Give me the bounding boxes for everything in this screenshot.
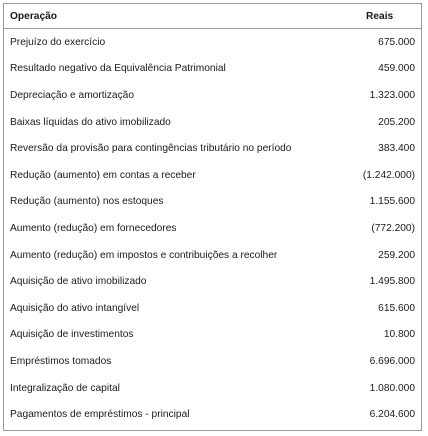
value-cell: 1.155.600 [369, 196, 415, 208]
operation-cell: Prejuízo do exercício [10, 36, 106, 48]
value-cell: 675.000 [378, 36, 415, 48]
operation-cell: Redução (aumento) em contas a receber [10, 169, 196, 181]
value-cell: 1.323.000 [369, 89, 415, 101]
operation-cell: Aquisição de ativo imobilizado [10, 276, 147, 288]
value-cell: 6.204.600 [369, 409, 415, 421]
operation-cell: Reversão da provisão para contingências tributário no período [10, 143, 292, 155]
value-cell: 10.800 [383, 329, 415, 341]
operation-cell: Resultado negativo da Equivalência Patrimonial [10, 63, 226, 75]
operation-cell: Aquisição do ativo intangível [10, 302, 140, 314]
table-row [4, 375, 421, 402]
operation-cell: Integralização de capital [10, 382, 120, 394]
value-cell: 205.200 [378, 116, 415, 128]
value-cell: (772.200) [371, 222, 415, 234]
value-cell: 1.080.000 [369, 382, 415, 394]
operation-cell: Empréstimos tomados [10, 355, 112, 367]
operation-cell: Baixas líquidas do ativo imobilizado [10, 116, 171, 128]
table-row [4, 348, 421, 375]
table-row [4, 401, 421, 428]
table-header [4, 4, 421, 29]
operation-cell: Aquisição de investimentos [10, 329, 134, 341]
table-row [4, 162, 421, 189]
header-row [4, 4, 421, 29]
table-row [4, 56, 421, 83]
table-row [4, 189, 421, 216]
value-cell: 459.000 [378, 63, 415, 75]
value-cell: 6.696.000 [369, 355, 415, 367]
operation-cell: Redução (aumento) nos estoques [10, 196, 164, 208]
table-row [4, 295, 421, 322]
table-body [4, 29, 421, 428]
table-row [4, 82, 421, 109]
table-row [4, 109, 421, 136]
value-cell: 383.400 [378, 143, 415, 155]
column-header-value: Reais [342, 4, 421, 29]
column-header-operation: Operação [4, 4, 342, 29]
operations-table-container [3, 3, 422, 431]
table-row [4, 322, 421, 349]
value-cell: 615.600 [378, 302, 415, 314]
operations-table [4, 4, 421, 428]
value-cell: 1.495.800 [369, 276, 415, 288]
table-row [4, 215, 421, 242]
table-row [4, 135, 421, 162]
operation-cell: Pagamentos de empréstimos - principal [10, 409, 190, 421]
table-row [4, 242, 421, 269]
operation-cell: Aumento (redução) em impostos e contribuições a recolher [10, 249, 278, 261]
operation-cell: Aumento (redução) em fornecedores [10, 222, 177, 234]
value-cell: (1.242.000) [362, 169, 415, 181]
value-cell: 259.200 [378, 249, 415, 261]
operation-cell: Depreciação e amortização [10, 89, 135, 101]
table-row [4, 29, 421, 56]
table-row [4, 268, 421, 295]
